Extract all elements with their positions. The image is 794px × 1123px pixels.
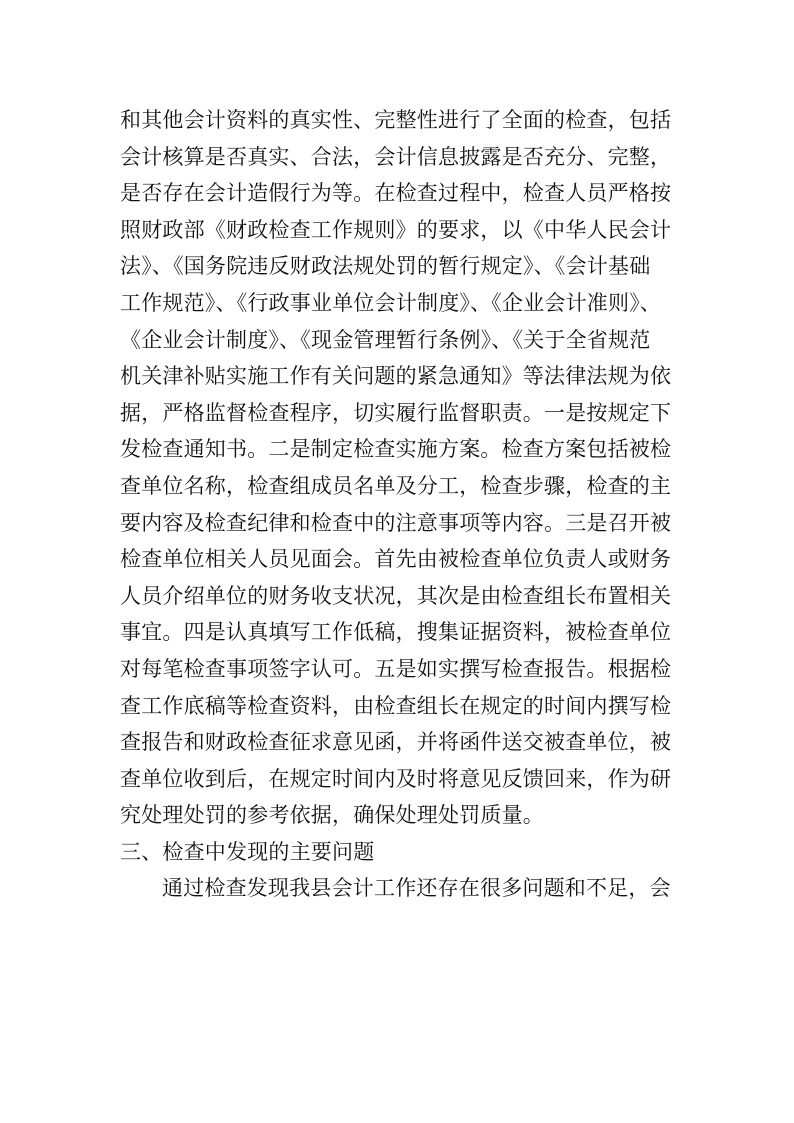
text-line: 对每笔检查事项签字认可。五是如实撰写检查报告。根据检 — [120, 656, 672, 681]
body-text — [120, 102, 680, 907]
text-line: 究处理处罚的参考依据，确保处理处罚质量。 — [120, 803, 544, 828]
text-line: 要内容及检查纪律和检查中的注意事项等内容。三是召开被 — [120, 510, 672, 535]
text-line: 查单位收到后，在规定时间内及时将意见反馈回来，作为研 — [120, 766, 672, 791]
text-line: 和其他会计资料的真实性、完整性进行了全面的检查，包括 — [120, 108, 672, 132]
text-line: 工作规范》、《行政事业单位会计制度》、《企业会计准则》、 — [120, 290, 662, 315]
text-line: 据，严格监督检查程序，切实履行监督职责。一是按规定下 — [120, 400, 672, 425]
text-line: 发检查通知书。二是制定检查实施方案。检查方案包括被检 — [120, 437, 672, 462]
text-line: 照财政部《财政检查工作规则》的要求，以《中华人民会计 — [120, 217, 672, 242]
text-line: 会计核算是否真实、合法，会计信息披露是否充分、完整， — [120, 144, 672, 169]
text-line: 查工作底稿等检查资料，由检查组长在规定的时间内撰写检 — [120, 693, 672, 718]
text-line: 事宜。四是认真填写工作低稿，搜集证据资料，被检查单位 — [120, 620, 672, 645]
section-heading: 三、检查中发现的主要问题 — [120, 839, 375, 864]
text-line: 《企业会计制度》、《现金管理暂行条例》、《关于全省规范 — [120, 327, 651, 352]
text-line: 查报告和财政检查征求意见函，并将函件送交被查单位，被 — [120, 730, 672, 755]
text-line: 是否存在会计造假行为等。在检查过程中，检查人员严格按 — [120, 181, 672, 206]
text-line: 查单位名称，检查组成员名单及分工，检查步骤，检查的主 — [120, 473, 672, 498]
text-line: 人员介绍单位的财务收支状况，其次是由检查组长布置相关 — [120, 583, 672, 608]
text-line: 法》、《国务院违反财政法规处罚的暂行规定》、《会计基础 — [120, 254, 651, 279]
paragraph-first-line: 通过检查发现我县会计工作还存在很多问题和不足，会 — [162, 876, 671, 901]
text-line: 机关津补贴实施工作有关问题的紧急通知》等法律法规为依 — [120, 364, 672, 389]
text-line: 检查单位相关人员见面会。首先由被检查单位负责人或财务 — [120, 547, 672, 572]
